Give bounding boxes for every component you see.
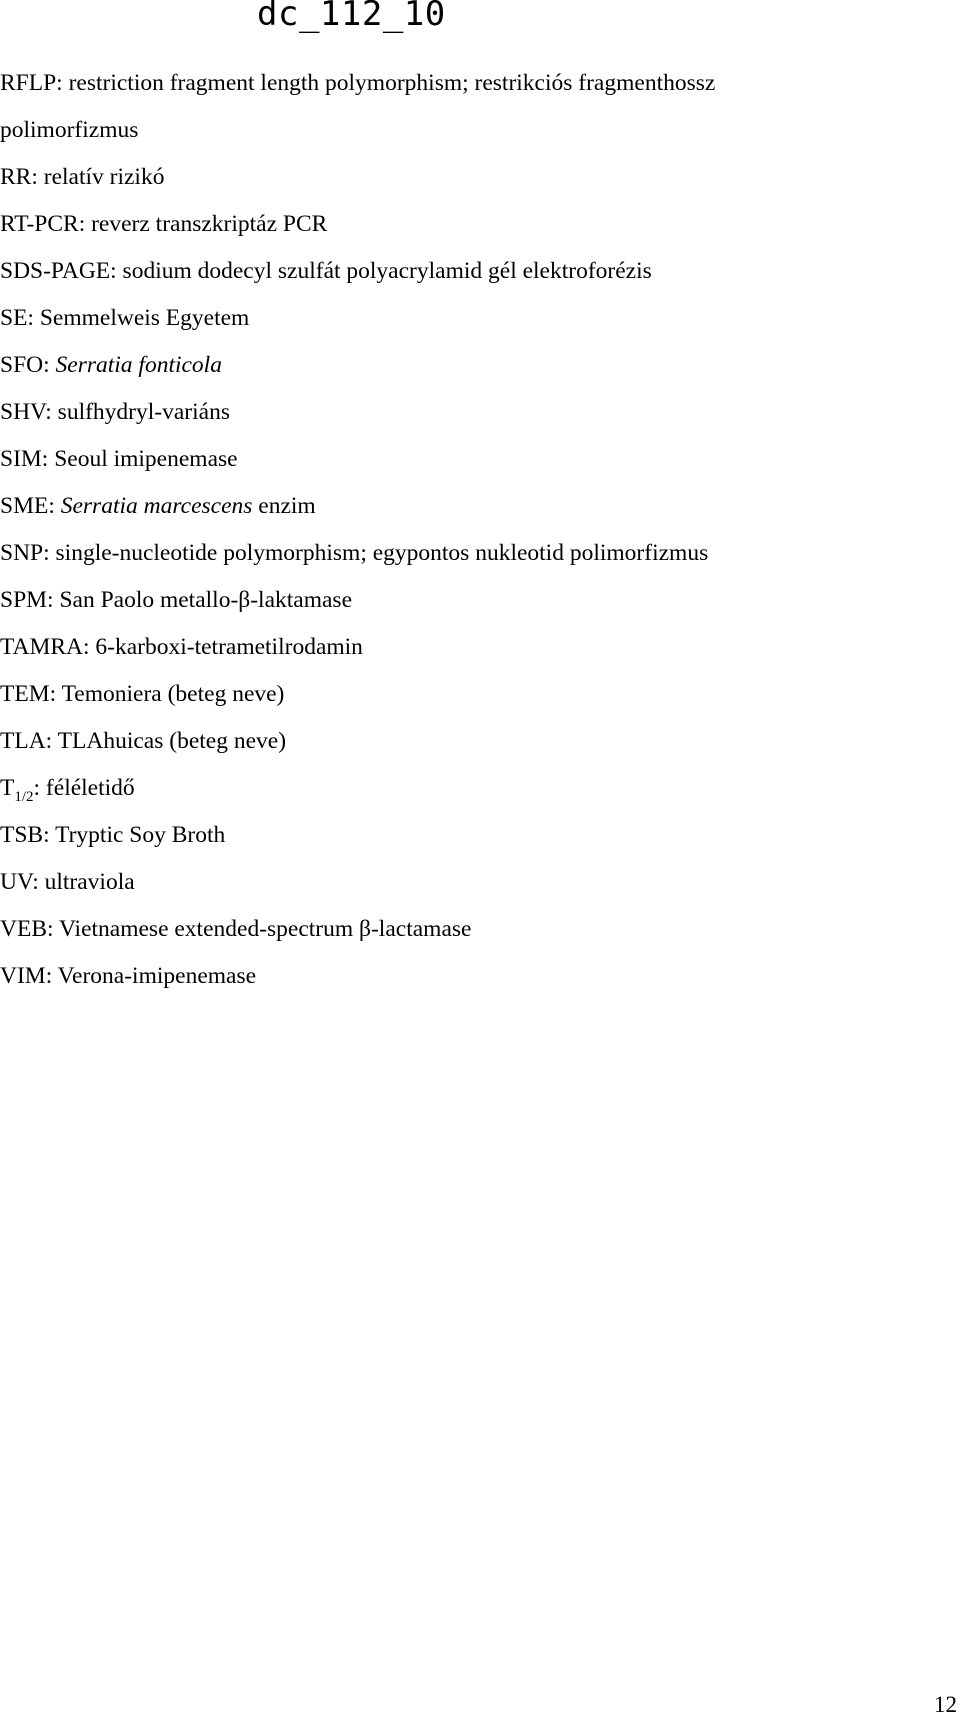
abbreviation-entry-sfo: [0, 352, 830, 399]
entry-text: RFLP: restriction fragment length polymorphism; restrikciós fragmenthossz: [0, 70, 716, 96]
entry-italic-term: Serratia fonticola: [55, 352, 222, 378]
entry-text: SHV: sulfhydryl-variáns: [0, 399, 230, 425]
abbreviation-entry-se: [0, 305, 830, 352]
abbreviation-entry-uv: [0, 869, 830, 916]
entry-text: TAMRA: 6-karboxi-tetrametilrodamin: [0, 634, 363, 660]
entry-text: TEM: Temoniera (beteg neve): [0, 681, 285, 707]
entry-suffix: enzim: [252, 493, 316, 519]
abbreviation-entry-rt-pcr: [0, 211, 830, 258]
abbreviation-entry-snp: [0, 540, 830, 587]
abbreviation-entry-sds-page: [0, 258, 830, 305]
entry-text: TLA: TLAhuicas (beteg neve): [0, 728, 287, 754]
abbreviation-entry-rflp: [0, 70, 830, 164]
entry-abbr: SME:: [0, 493, 61, 519]
entry-text: SNP: single-nucleotide polymorphism; egypontos nukleotid polimorfizmus: [0, 540, 709, 566]
entry-abbr: SFO:: [0, 352, 56, 378]
entry-text: SPM: San Paolo metallo-β-laktamase: [0, 587, 353, 613]
abbreviation-entry-tem: [0, 681, 830, 728]
entry-text-continued: polimorfizmus: [0, 117, 139, 143]
entry-text: TSB: Tryptic Soy Broth: [0, 822, 226, 848]
abbreviation-entry-sim: [0, 446, 830, 493]
entry-text: SDS-PAGE: sodium dodecyl szulfát polyacrylamid gél elektroforézis: [0, 258, 652, 284]
entry-subscript: 1/2: [14, 789, 34, 805]
entry-text: SE: Semmelweis Egyetem: [0, 305, 250, 331]
entry-text: RT-PCR: reverz transzkriptáz PCR: [0, 211, 328, 237]
entry-abbr: T: [0, 775, 15, 801]
abbreviation-entry-tla: [0, 728, 830, 775]
abbreviation-entry-spm: [0, 587, 830, 634]
abbreviation-entry-veb: [0, 916, 830, 963]
entry-text: RR: relatív rizikó: [0, 164, 165, 190]
abbreviation-entry-shv: [0, 399, 830, 446]
abbreviation-entry-t-half: [0, 775, 830, 822]
abbreviation-list: [0, 70, 830, 1010]
abbreviation-entry-tamra: [0, 634, 830, 681]
abbreviation-entry-sme: [0, 493, 830, 540]
entry-text: VIM: Verona-imipenemase: [0, 963, 257, 989]
entry-text: SIM: Seoul imipenemase: [0, 446, 238, 472]
entry-suffix: : féléletidő: [33, 775, 135, 801]
document-id: dc_112_10: [257, 0, 446, 34]
entry-italic-term: Serratia marcescens: [60, 493, 253, 519]
abbreviation-entry-tsb: [0, 822, 830, 869]
entry-text: VEB: Vietnamese extended-spectrum β-lactamase: [0, 916, 472, 942]
abbreviation-entry-rr: [0, 164, 830, 211]
entry-text: UV: ultraviola: [0, 869, 135, 895]
page-number: 12: [934, 1692, 957, 1717]
abbreviation-entry-vim: [0, 963, 830, 1010]
